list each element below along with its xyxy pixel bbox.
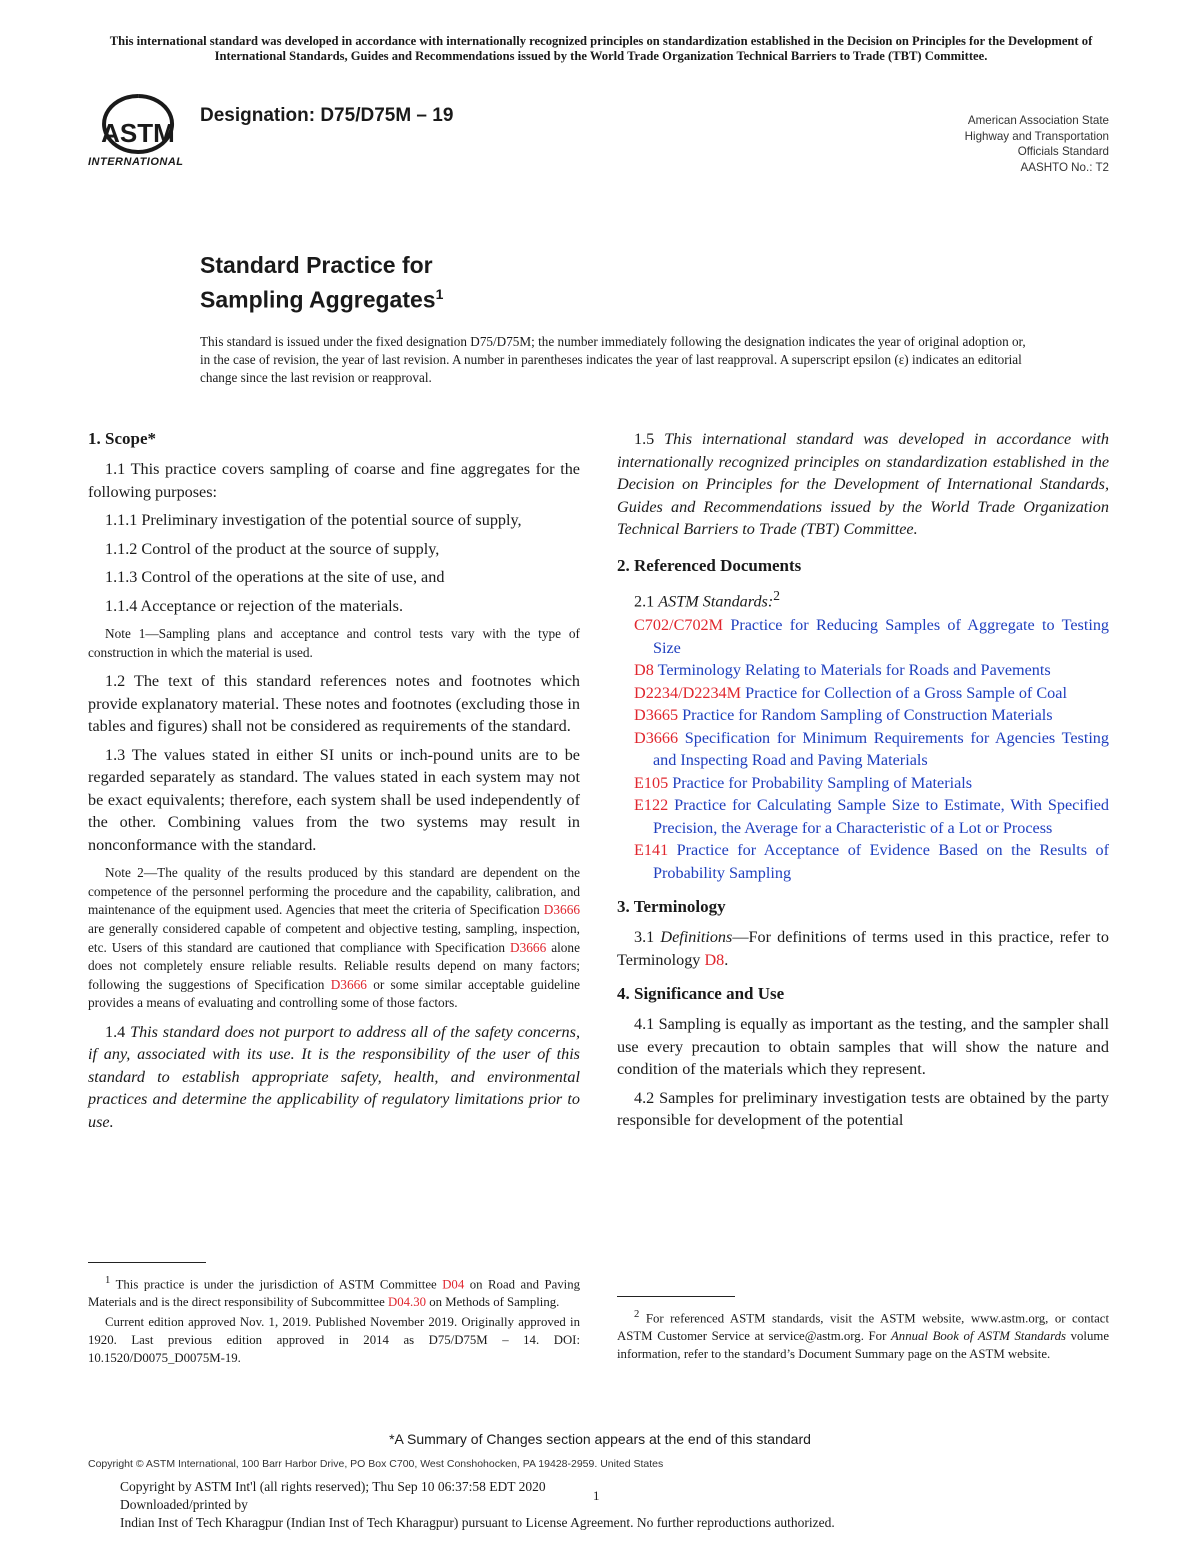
aashto-line: Highway and Transportation [964,129,1109,143]
aashto-line: AASHTO No.: T2 [1020,160,1109,174]
punct: . [724,950,729,969]
footnote-2-body [617,1306,1109,1363]
download-line: Indian Inst of Tech Kharagpur (Indian Inst of Tech Kharagpur) pursuant to License Agreement. No further reproductions authorized. [120,1515,835,1530]
para-number: 3.1 [634,928,655,947]
para-1-3: 1.3 The values stated in either SI units or inch-pound units are to be regarded separately as standard. The values stated in each system may not be exact equivalents; therefore, each system shall be used independently of the other. Combining values from the two systems may result in nonconformance with the standard. [88,745,580,854]
summary-of-changes-note: *A Summary of Changes section appears at the end of this standard [389,1431,811,1447]
reference-title-link[interactable]: Practice for Random Sampling of Construction Materials [682,706,1053,725]
aashto-block [889,113,1109,175]
footnote-1-edition: Current edition approved Nov. 1, 2019. Published November 2019. Originally approved in 1920. Last previous edition approved in 2014 as D75/D75M – 14. DOI: 10.1520/D0075_D0075M-19. [88,1315,580,1366]
footnote-marker: 2 [634,1309,640,1320]
footnote-text: on Road and Paving Materials and is the direct responsibility of Subcommittee [88,1277,581,1310]
para-2-1 [617,585,1109,613]
reference-title-link[interactable]: Practice for Collection of a Gross Sample of Coal [745,683,1067,702]
reference-code-link[interactable]: E105 [634,773,669,792]
para-1-1-1: 1.1.1 Preliminary investigation of the potential source of supply, [105,511,522,529]
reference-list [617,614,1109,884]
copyright-line: Copyright © ASTM International, 100 Barr Harbor Drive, PO Box C700, West Conshohocken, PA 19428-2959. United States [88,1458,664,1470]
para-3-1 [617,926,1109,971]
link-d3666[interactable]: D3666 [510,939,547,955]
reference-code-link[interactable]: E122 [634,796,669,815]
para-1-5-text: This international standard was developed in accordance with internationally recognized principles on standardization established in the Decision on Principles for the Development of International Standards, Guides and Recommendations issued by the World Trade Organization Technical Barriers to Trade (TBT) Committee. [617,430,1110,538]
title-footnote-marker: 1 [435,286,444,302]
title-line-2 [200,280,443,315]
para-1-1: 1.1 This practice covers sampling of coarse and fine aggregates for the following purposes: [88,460,580,501]
section-heading-scope: 1. Scope* [88,429,156,448]
para-number: 1.4 [105,1022,126,1041]
link-d04-30[interactable]: D04.30 [387,1295,427,1310]
reference-title-link[interactable]: Specification for Minimum Requirements for Agencies Testing and Inspecting Road and Paving Materials [653,728,1109,770]
footnote-text: volume information, refer to the standard’s Document Summary page on the ASTM website. [617,1329,1110,1362]
note-1: Note 1—Sampling plans and acceptance and control tests vary with the type of construction in which the material is used. [88,626,580,660]
page-title [200,251,443,315]
para-4-1: 4.1 Sampling is equally as important as the testing, and the sampler shall use every precaution to obtain samples that will show the nature and condition of the materials which they represent. [617,1015,1109,1079]
reference-item [634,704,1109,727]
link-d3666[interactable]: D3666 [543,902,580,918]
note-2 [88,864,580,1013]
reference-code-link[interactable]: C702/C702M [634,616,724,635]
para-1-1-3: 1.1.3 Control of the operations at the site of use, and [105,568,445,586]
reference-item [634,794,1109,839]
reference-title-link[interactable]: Practice for Calculating Sample Size to Estimate, With Specified Precision, the Average for a Characteristic of a Lot or Process [653,796,1110,837]
download-info [120,1478,835,1532]
footnote-text: For referenced ASTM standards, visit the ASTM website, www.astm.org, or contact ASTM Customer Service at service@astm.org. For [617,1311,1109,1344]
aashto-line: American Association State [967,114,1109,127]
reference-code-link[interactable]: D3665 [634,706,679,725]
link-d8[interactable]: D8 [704,950,725,969]
para-number: 1.5 [634,430,655,448]
reference-title-link[interactable]: Practice for Probability Sampling of Materials [672,773,973,792]
footnote-rule [88,1262,206,1263]
reference-item [634,614,1109,659]
footnote-1 [88,1272,580,1367]
para-1-1-2: 1.1.2 Control of the product at the source of supply, [105,539,440,558]
page-number: 1 [593,1488,600,1503]
reference-title-link[interactable]: Terminology Relating to Materials for Roads and Pavements [657,661,1051,680]
note-2-text: alone does not completely ensure reliable results. Reliable results depend on many factors; following the suggestions of Specification [88,939,580,992]
footnote-1-body [88,1272,580,1311]
logo-letters: ASTM [101,118,175,148]
reference-title-link[interactable]: Practice for Acceptance of Evidence Based on the Results of Probability Sampling [653,841,1109,882]
footnote-marker: 2 [773,587,780,603]
link-d04[interactable]: D04 [442,1277,465,1292]
issue-note: This standard is issued under the fixed designation D75/D75M; the number immediately following the designation indicates the year of original adoption or, in the case of revision, the year of last revision. A number in parentheses indicates the year of last reapproval. A superscript epsilon (ε) indicates an editorial change since the last revision or reapproval. [200,334,1026,385]
annual-book-title: Annual Book of ASTM Standards [890,1329,1066,1344]
footnote-rule [617,1296,735,1297]
note-2-text: Note 2—The quality of the results produced by this standard are dependent on the competence of the personnel performing the procedure and the capability, calibration, and maintenance of the equipment used. Agencies that meet the criteria of Specification [88,865,580,918]
reference-item [634,772,1109,795]
logo-text: INTERNATIONAL [88,156,184,168]
para-1-4-text: This standard does not purport to address all of the safety concerns, if any, associated with its use. It is the responsibility of the user of this standard to establish appropriate safety, health, and environmental practices and determine the applicability of regulatory limitations prior to use. [88,1022,580,1131]
para-1-1-4: 1.1.4 Acceptance or rejection of the materials. [105,596,403,615]
designation: Designation: D75/D75M – 19 [200,105,454,126]
link-d3666[interactable]: D3666 [330,976,367,992]
footnote-2 [617,1306,1109,1363]
reference-code-link[interactable]: D8 [634,661,654,680]
reference-item [634,659,1109,682]
note-2-text: are generally considered capable of competent and objective testing, sampling, inspection, etc. Users of this standard are cautioned that compliance with Specification [88,920,580,955]
reference-item [634,682,1109,705]
para-4-2: 4.2 Samples for preliminary investigation tests are obtained by the party responsible for development of the potential [617,1088,1109,1130]
reference-title-link[interactable]: Practice for Reducing Samples of Aggregate to Testing Size [653,616,1110,657]
section-heading-terminology: 3. Terminology [617,897,726,917]
para-number: 2.1 [634,591,655,610]
download-line: Downloaded/printed by [120,1497,248,1512]
reference-code-link[interactable]: D2234/D2234M [634,683,742,702]
reference-code-link[interactable]: D3666 [634,728,679,747]
para-1-5 [617,428,1109,541]
para-1-4 [88,1021,580,1134]
astm-standards-label: ASTM Standards: [658,591,774,610]
title-text: Sampling Aggregates [200,286,436,313]
note-2-text: or some similar acceptable guideline provides a means of evaluating and controlling some of those factors. [88,976,580,1011]
aashto-line: Officials Standard [1017,145,1109,158]
download-line: Copyright by ASTM Int'l (all rights reserved); Thu Sep 10 06:37:58 EDT 2020 [120,1479,546,1494]
section-heading-significance: 4. Significance and Use [617,984,785,1004]
section-heading-references: 2. Referenced Documents [617,555,802,575]
title-line-1: Standard Practice for [200,252,433,278]
para-3-1-text: —For definitions of terms used in this practice, refer to Terminology [617,928,1109,969]
reference-item [634,839,1109,884]
para-1-2: 1.2 The text of this standard references notes and footnotes which provide explanatory material. These notes and footnotes (excluding those in tables and figures) shall not be considered as requirements of the standard. [88,672,580,736]
footnote-text: This practice is under the jurisdiction of ASTM Committee [115,1277,437,1292]
top-notice: This international standard was developed in accordance with internationally recognized principles on standardization established in the Decision on Principles for the Development of International Standards, Guides and Recommendations issued by the World Trade Organization Technical Barriers to Trade (TBT) Committee. [109,34,1093,63]
footnote-text: on Methods of Sampling. [429,1295,560,1310]
term-label: Definitions [660,928,733,947]
reference-code-link[interactable]: E141 [634,841,669,860]
reference-item [634,727,1109,772]
footnote-marker: 1 [105,1275,111,1286]
right-column [617,428,1109,1138]
left-column [88,428,580,1139]
